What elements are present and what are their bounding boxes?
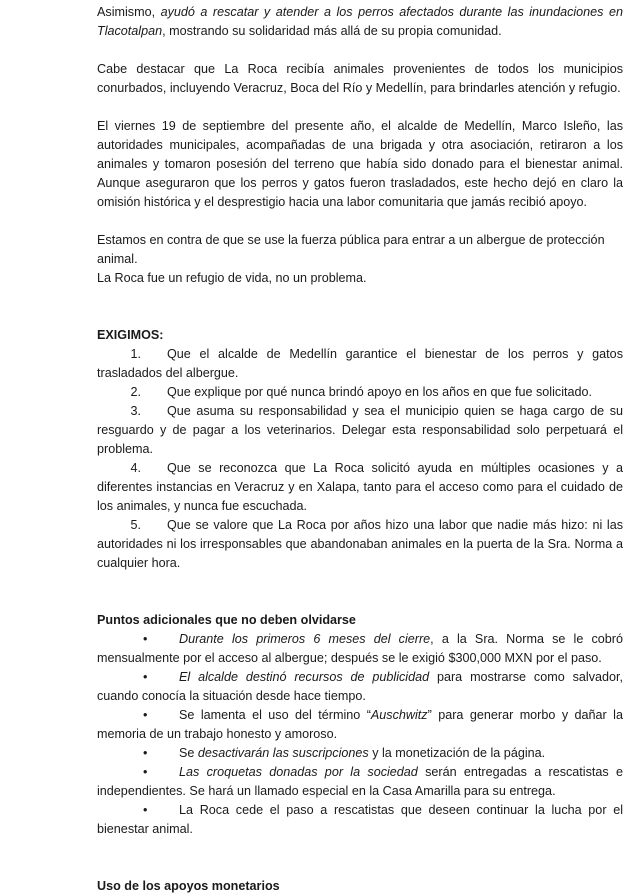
demand-item [97, 345, 623, 383]
demand-item [97, 459, 623, 516]
text: ” para generar morbo y dañar la memoria de un trabajo honesto y amoroso. [97, 708, 623, 741]
paragraph-refuge: La Roca fue un refugio de vida, no un problema. [97, 271, 367, 285]
text: , mostrando su solidaridad más allá de su propia comunidad. [162, 24, 502, 38]
italic-text: Durante los primeros 6 meses del cierre [179, 632, 431, 646]
document-page [97, 3, 623, 896]
bullet-item [97, 630, 623, 668]
item-number: 4. [130, 461, 141, 475]
italic-text: Las croquetas donadas por la sociedad [179, 765, 418, 779]
text: y la monetización de la página. [368, 746, 546, 760]
item-text: Que se reconozca que La Roca solicitó ayuda en múltiples ocasiones y a diferentes instancias en Veracruz y en Xalapa, tanto para el acceso como para el cuidado de los animales, y nunca fue escuchada. [97, 461, 623, 513]
bullet-item [97, 706, 623, 744]
paragraph-tlacotalpan [97, 3, 623, 41]
text: Asimismo, [97, 5, 161, 19]
bullet-icon: • [143, 632, 148, 646]
italic-text: desactivarán las suscripciones [197, 746, 369, 760]
item-text: Que explique por qué nunca brindó apoyo en los años en que fue solicitado. [167, 385, 592, 399]
additional-heading: Puntos adicionales que no deben olvidarse [97, 613, 356, 627]
demand-item [97, 383, 623, 402]
paragraph-against-force: Estamos en contra de que se use la fuerza pública para entrar a un albergue de protección animal. [97, 233, 605, 266]
italic-text: ayudó a rescatar y atender a los perros afectados durante las inundaciones en Tlacotalpan [97, 5, 623, 38]
additional-list [97, 630, 623, 839]
bullet-item [97, 801, 623, 839]
item-number: 3. [130, 404, 141, 418]
text: para mostrarse como salvador, cuando conocía la situación desde hace tiempo. [97, 670, 623, 703]
text: serán entregadas a rescatistas e independientes. Se hará un llamado especial en la Casa Amarilla para su entrega. [97, 765, 623, 798]
demand-item [97, 516, 623, 573]
text: La Roca cede el paso a rescatistas que deseen continuar la lucha por el bienestar animal. [97, 803, 623, 836]
italic-text: El alcalde destinó recursos de publicidad [179, 670, 430, 684]
bullet-item [97, 668, 623, 706]
item-number: 1. [130, 347, 141, 361]
bullet-icon: • [143, 803, 148, 817]
monetary-heading: Uso de los apoyos monetarios [97, 879, 280, 893]
demands-list [97, 345, 623, 573]
demands-heading: EXIGIMOS: [97, 328, 164, 342]
item-text: Que el alcalde de Medellín garantice el bienestar de los perros y gatos trasladados del albergue. [97, 347, 623, 380]
bullet-icon: • [143, 746, 148, 760]
bullet-icon: • [143, 765, 148, 779]
item-number: 2. [130, 385, 141, 399]
item-text: Que asuma su responsabilidad y sea el municipio quien se haga cargo de su resguardo y de pagar a los veterinarios. Delegar esta responsabilidad solo perpetuará el problema. [97, 404, 623, 456]
bullet-item [97, 744, 623, 763]
paragraph-municipios: Cabe destacar que La Roca recibía animales provenientes de todos los municipios conurbados, incluyendo Veracruz, Boca del Río y Medellín, para brindarles atención y refugio. [97, 62, 623, 95]
italic-text: Auschwitz [370, 708, 428, 722]
demand-item [97, 402, 623, 459]
item-text: Que se valore que La Roca por años hizo una labor que nadie más hizo: ni las autoridades ni los irresponsables que abandonaban animales en la puerta de la Sra. Norma a cualquier hora. [97, 518, 623, 570]
bullet-icon: • [143, 670, 148, 684]
text: Se [179, 746, 198, 760]
bullet-icon: • [143, 708, 148, 722]
paragraph-event: El viernes 19 de septiembre del presente año, el alcalde de Medellín, Marco Isleño, las autoridades municipales, acompañadas de una brigada y otra asociación, retiraron a los animales y tomaron posesión del terreno que había sido donado para el bienestar animal. Aunque aseguraron que los perros y gatos fueron trasladados, este hecho dejó en claro la omisión histórica y el desprestigio hacia una labor comunitaria que jamás recibió apoyo. [97, 119, 623, 209]
bullet-item [97, 763, 623, 801]
text: , a la Sra. Norma se le cobró mensualmente por el acceso al albergue; después se le exigió $300,000 MXN por el paso. [97, 632, 623, 665]
text: Se lamenta el uso del término “ [179, 708, 371, 722]
item-number: 5. [130, 518, 141, 532]
